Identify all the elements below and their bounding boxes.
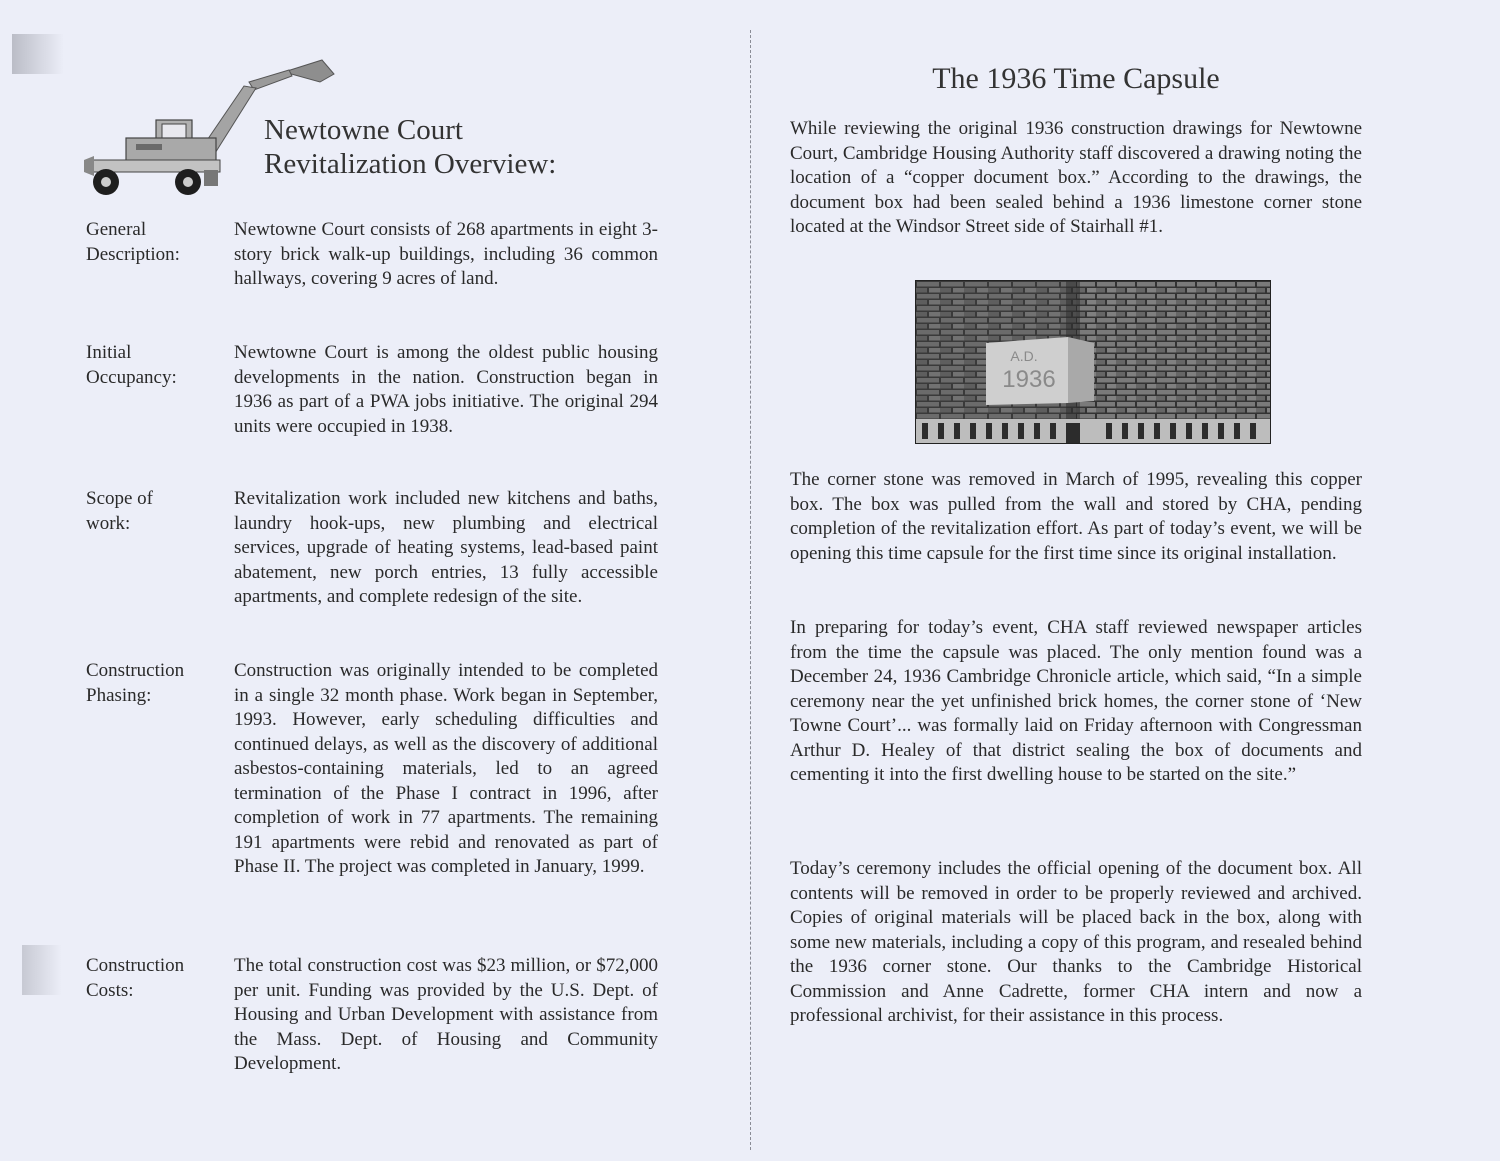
center-fold-line xyxy=(750,30,751,1150)
section-text: Newtowne Court is among the oldest public housing developments in the nation. Construction began in 1936 as part of a PWA jobs initiative. The original 294 units were occupied in 1938. xyxy=(234,342,658,437)
section-text: The total construction cost was $23 million, or $72,000 per unit. Funding was provided by the U.S. Dept. of Housing and Urban Development with assistance from the Mass. Dept. of Housing and Community Development. xyxy=(234,955,658,1074)
stone-inscription-line2: 1936 xyxy=(1002,366,1056,393)
label-line: work: xyxy=(86,512,131,534)
paragraph-ceremony: Today’s ceremony includes the official opening of the document box. All contents will be removed in order to be properly reviewed and archived. Copies of original materials will be placed back in the box, along with some new materials, including a copy of this program, and resealed behind the 1936 corner stone. Our thanks to the Cambridge Historical Commission and Anne Cadrette, former CHA intern and now a professional archivist, for their assistance in this process. xyxy=(790,858,1362,1026)
overview-title-line1: Newtowne Court xyxy=(264,114,463,146)
section-label xyxy=(86,954,226,1003)
scan-artifact-top xyxy=(12,34,64,74)
scan-artifact-bottom xyxy=(22,945,62,995)
label-line: Scope of xyxy=(86,488,154,509)
cornerstone-photo xyxy=(915,280,1271,444)
section-text: Revitalization work included new kitchens and baths, laundry hook-ups, new plumbing and electrical services, upgrade of heating systems, lead-based paint abatement, new porch entries, 13 fully accessible apartments, and complete redesign of the site. xyxy=(234,488,658,607)
label-line: General xyxy=(86,219,147,240)
label-line: Construction xyxy=(86,955,185,976)
label-line: Costs: xyxy=(86,979,134,1001)
label-line: Phasing: xyxy=(86,684,152,706)
section-label xyxy=(86,218,226,267)
paragraph-removal: The corner stone was removed in March of 1995, revealing this copper box. The box was pulled from the wall and stored by CHA, pending completion of the revitalization effort. As part of today’s event, we will be opening this time capsule for the first time since its original installation. xyxy=(790,469,1362,564)
section-label xyxy=(86,341,226,390)
brick-wall-image xyxy=(916,281,1270,443)
label-line: Initial xyxy=(86,342,132,363)
overview-title-line2: Revitalization Overview: xyxy=(264,148,557,180)
section-text: Newtowne Court consists of 268 apartments in eight 3-story brick walk-up buildings, including 36 common hallways, covering 9 acres of land. xyxy=(234,219,658,289)
section-label xyxy=(86,659,226,708)
section-text: Construction was originally intended to be completed in a single 32 month phase. Work began in September, 1993. However, early scheduling difficulties and continued delays, as well as the discovery of additional asbestos-containing materials, led to an agreed termination of the Phase I contract in 1996, after completion of work in 77 apartments. The remaining 191 apartments were rebid and renovated as part of Phase II. The project was completed in January, 1999. xyxy=(234,660,658,877)
paragraph-newspaper: In preparing for today’s event, CHA staff reviewed newspaper articles from the time the capsule was placed. The only mention found was a December 24, 1936 Cambridge Chronicle article, which said, “In a simple ceremony near the yet unfinished brick homes, the corner stone of ‘New Towne Court’... was formally laid on Friday afternoon with Congressman Arthur D. Healey of that district sealing the box of documents and cementing it into the first dwelling house to be started on the site.” xyxy=(790,617,1362,785)
label-line: Occupancy: xyxy=(86,366,177,388)
overview-title xyxy=(264,113,704,181)
label-line: Construction xyxy=(86,660,185,681)
label-line: Description: xyxy=(86,243,180,265)
paragraph-discovery: While reviewing the original 1936 construction drawings for Newtowne Court, Cambridge Housing Authority staff discovered a drawing noting the location of a “copper document box.” According to the drawings, the document box had been sealed behind a 1936 limestone corner stone located at the Windsor Street side of Stairhall #1. xyxy=(790,118,1362,237)
time-capsule-title: The 1936 Time Capsule xyxy=(932,62,1220,95)
stone-inscription-line1: A.D. xyxy=(1010,348,1038,364)
section-label xyxy=(86,487,226,536)
